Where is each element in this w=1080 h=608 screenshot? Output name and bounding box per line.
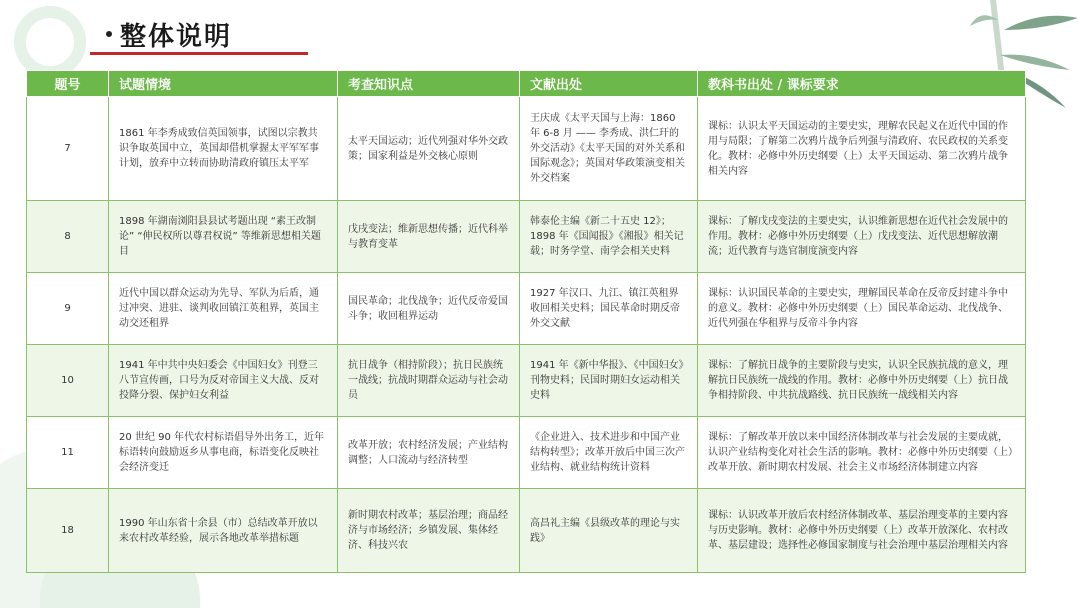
overview-table bbox=[26, 70, 1026, 573]
textbook-cell: 课标：了解戊戌变法的主要史实，认识维新思想在近代社会发展中的作用。教材：必修中外历史纲要（上）戊戌变法、近代思想解放潮流；近代教育与选官制度演变内容 bbox=[698, 201, 1026, 273]
bullet-icon bbox=[106, 31, 112, 37]
question-number: 8 bbox=[27, 201, 109, 273]
table-row bbox=[27, 489, 1026, 573]
textbook-cell: 课标：认识改革开放后农村经济体制改革、基层治理变革的主要内容与历史影响。教材：必修中外历史纲要（上）改革开放深化、农村改革、基层建设；选择性必修国家制度与社会治理中基层治理相关内容 bbox=[698, 489, 1026, 573]
knowledge-cell: 国民革命；北伐战争；近代反帝爱国斗争；收回租界运动 bbox=[338, 273, 520, 345]
column-header: 文献出处 bbox=[520, 71, 698, 97]
table-row bbox=[27, 345, 1026, 417]
scenario-cell: 20 世纪 90 年代农村标语倡导外出务工，近年标语转向鼓励返乡从事电商，标语变化反映社会经济变迁 bbox=[109, 417, 338, 489]
knowledge-cell: 戊戌变法；维新思想传播；近代科举与教育变革 bbox=[338, 201, 520, 273]
knowledge-cell: 抗日战争（相持阶段）；抗日民族统一战线；抗战时期群众运动与社会动员 bbox=[338, 345, 520, 417]
column-header: 教科书出处 / 课标要求 bbox=[698, 71, 1026, 97]
knowledge-cell: 太平天国运动；近代列强对华外交政策；国家利益是外交核心原则 bbox=[338, 97, 520, 201]
scenario-cell: 1941 年中共中央妇委会《中国妇女》刊登三八节宣传画，口号为反对帝国主义大战、反对投降分裂、保护妇女利益 bbox=[109, 345, 338, 417]
question-number: 10 bbox=[27, 345, 109, 417]
textbook-cell: 课标：认识国民革命的主要史实，理解国民革命在反帝反封建斗争中的意义。教材：必修中外历史纲要（上）国民革命运动、北伐战争、近代列强在华租界与反帝斗争内容 bbox=[698, 273, 1026, 345]
column-header: 考查知识点 bbox=[338, 71, 520, 97]
source-cell: 1941 年《新中华报》、《中国妇女》刊物史料；民国时期妇女运动相关史料 bbox=[520, 345, 698, 417]
question-number: 7 bbox=[27, 97, 109, 201]
table-header-row bbox=[27, 71, 1026, 97]
question-number: 11 bbox=[27, 417, 109, 489]
scenario-cell: 近代中国以群众运动为先导、军队为后盾，通过冲突、进驻、谈判收回镇江英租界，英国主动交还租界 bbox=[109, 273, 338, 345]
scenario-cell: 1861 年李秀成致信英国领事，试图以宗教共识争取英国中立，英国却借机掌握太平军军事计划，放弃中立转而协助清政府镇压太平军 bbox=[109, 97, 338, 201]
page-title: 整体说明 bbox=[120, 21, 233, 52]
textbook-cell: 课标：了解改革开放以来中国经济体制改革与社会发展的主要成就，认识产业结构变化对社会生活的影响。教材：必修中外历史纲要（上）改革开放、新时期农村发展、社会主义市场经济体制建立内容 bbox=[698, 417, 1026, 489]
textbook-cell: 课标：认识太平天国运动的主要史实，理解农民起义在近代中国的作用与局限；了解第二次鸦片战争后列强与清政府、农民政权的关系变化。教材：必修中外历史纲要（上）太平天国运动、第二次鸦片战争相关内容 bbox=[698, 97, 1026, 201]
textbook-cell: 课标：了解抗日战争的主要阶段与史实，认识全民族抗战的意义，理解抗日民族统一战线的作用。教材：必修中外历史纲要（上）抗日战争相持阶段、中共抗战路线、抗日民族统一战线相关内容 bbox=[698, 345, 1026, 417]
knowledge-cell: 改革开放；农村经济发展；产业结构调整；人口流动与经济转型 bbox=[338, 417, 520, 489]
scenario-cell: 1990 年山东省十余县（市）总结改革开放以来农村改革经验，展示各地改革举措标题 bbox=[109, 489, 338, 573]
source-cell: 王庆成《太平天国与上海：1860 年 6-8 月 —— 李秀成、洪仁玕的外交活动》《太平天国的对外关系和国际观念》；英国对华政策演变相关外交档案 bbox=[520, 97, 698, 201]
page-header bbox=[106, 14, 232, 54]
knowledge-cell: 新时期农村改革；基层治理；商品经济与市场经济；乡镇发展、集体经济、科技兴农 bbox=[338, 489, 520, 573]
title-underline bbox=[90, 52, 308, 55]
table-row bbox=[27, 273, 1026, 345]
source-cell: 高昌礼主编《县级改革的理论与实践》 bbox=[520, 489, 698, 573]
scenario-cell: 1898 年湖南浏阳县县试考题出现 “素王改制论” “伸民权所以尊君权说” 等维新思想相关题目 bbox=[109, 201, 338, 273]
source-cell: 1927 年汉口、九江、镇江英租界收回相关史料；国民革命时期反帝外交文献 bbox=[520, 273, 698, 345]
decorative-ring bbox=[14, 6, 86, 78]
table-row bbox=[27, 201, 1026, 273]
source-cell: 韩泰伦主编《新二十五史 12》；1898 年《国闻报》《湘报》相关记载；时务学堂、南学会相关史料 bbox=[520, 201, 698, 273]
column-header: 试题情境 bbox=[109, 71, 338, 97]
column-header: 题号 bbox=[27, 71, 109, 97]
question-number: 18 bbox=[27, 489, 109, 573]
overview-table-container bbox=[26, 70, 1025, 573]
table-row bbox=[27, 417, 1026, 489]
question-number: 9 bbox=[27, 273, 109, 345]
source-cell: 《企业进入、技术进步和中国产业结构转型》；改革开放后中国三次产业结构、就业结构统计资料 bbox=[520, 417, 698, 489]
table-row bbox=[27, 97, 1026, 201]
